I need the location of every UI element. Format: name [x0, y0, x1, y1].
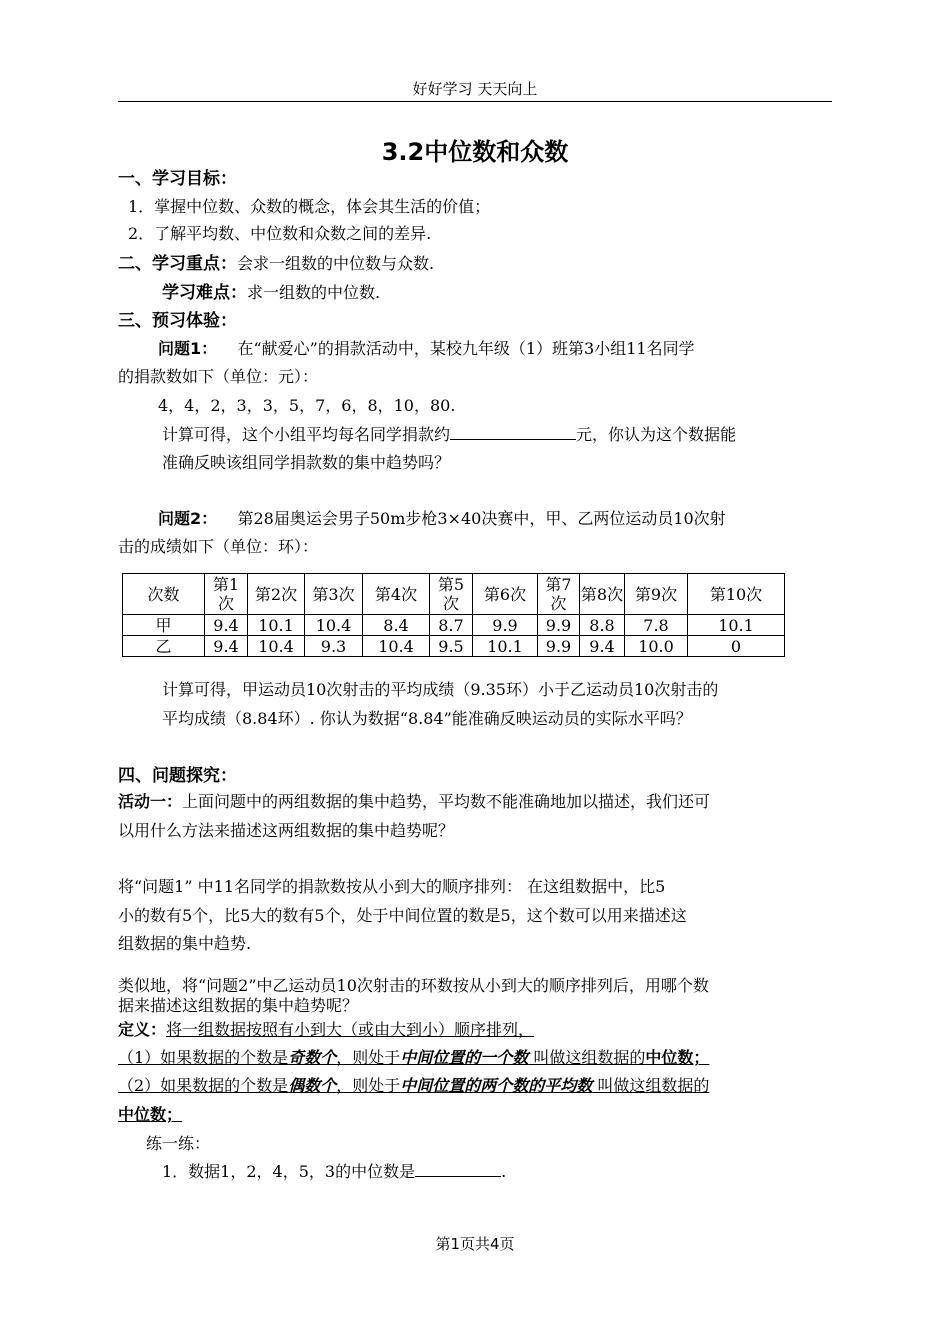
table-col-header: 第10次 [688, 574, 785, 615]
difficult-points-text: 求一组数的中位数. [247, 283, 381, 302]
activity1-line-2: 以用什么方法来描述这两组数据的集中趋势呢？ [118, 821, 455, 840]
para2-line-1: 类似地，将“问题2”中乙运动员10次射击的环数按从小到大的顺序排列后，用哪个数 [118, 976, 709, 995]
q2-label: 问题2： [158, 509, 218, 528]
table-row-name: 乙 [123, 636, 205, 657]
table-cell: 9.9 [473, 615, 538, 636]
definition-label: 定义： [118, 1020, 167, 1039]
q1-calc-text-a: 计算可得，这个小组平均每名同学捐款约 [162, 425, 451, 444]
definition-line [118, 1017, 534, 1040]
activity1-text: 上面问题中的两组数据的集中趋势，平均数不能准确地加以描述，我们还可 [182, 792, 711, 811]
key-points-text: 会求一组数的中位数与众数. [237, 254, 435, 273]
table-cell: 9.4 [205, 636, 248, 657]
table-col-header: 第8次 [580, 574, 625, 615]
practice-item-1-end: . [501, 1162, 507, 1181]
q1-calc-line-1 [162, 422, 736, 445]
difficult-points-label: 学习难点： [162, 283, 247, 303]
activity1-line-1 [118, 789, 710, 812]
key-points-line [118, 249, 434, 274]
table-cell: 9.5 [430, 636, 473, 657]
goal-item-2: 2．了解平均数、中位数和众数之间的差异. [128, 224, 432, 243]
table-cell: 10.4 [363, 636, 430, 657]
definition-even [118, 1073, 709, 1096]
table-col-header: 第2次 [248, 574, 305, 615]
q1-line-2: 的捐款数如下（单位：元）： [118, 367, 319, 386]
q1-calc-text-b: 元，你认为这个数据能 [576, 425, 737, 444]
page-title: 3.2中位数和众数 [381, 138, 569, 166]
definition-text: 将一组数据按照有小到大（或由大到小）顺序排列， [166, 1020, 535, 1039]
def-odd-c: ，则处于 [336, 1048, 401, 1067]
q1-calc-line-2: 准确反映该组同学捐款数的集中趋势吗？ [162, 453, 451, 472]
table-col-header: 第4次 [363, 574, 430, 615]
table-cell: 9.9 [538, 636, 580, 657]
def-even-middle: 中间位置的两个数的平均数 [400, 1076, 593, 1095]
def-even-a: （2）如果数据的个数是 [118, 1076, 289, 1095]
q1-line-1 [158, 336, 695, 359]
shooting-score-table [122, 573, 785, 657]
table-cell: 0 [688, 636, 785, 657]
table-cell: 8.8 [580, 615, 625, 636]
def-odd-emph: 奇数个 [288, 1048, 337, 1067]
difficult-points-line [162, 278, 380, 303]
table-header-row [123, 574, 785, 615]
section-goals-heading: 一、学习目标： [118, 169, 237, 189]
def-odd-middle: 中间位置的一个数 [400, 1048, 529, 1067]
section-preview-heading: 三、预习体验： [118, 311, 237, 331]
table-cell: 10.4 [248, 636, 305, 657]
table-cell: 8.7 [430, 615, 473, 636]
practice-item-1 [162, 1159, 506, 1182]
definition-even-term: 中位数； [118, 1105, 183, 1124]
table-cell: 7.8 [625, 615, 688, 636]
table-cell: 9.4 [205, 615, 248, 636]
practice-label: 练一练： [146, 1134, 211, 1153]
table-col-header: 第1次 [205, 574, 248, 615]
table-row-name: 甲 [123, 615, 205, 636]
q2-line-2: 击的成绩如下（单位：环）： [118, 537, 319, 556]
table-col-header: 第5次 [430, 574, 473, 615]
page-footer: 第1页共4页 [435, 1235, 515, 1253]
page-header: 好好学习 天天向上 [412, 80, 538, 98]
def-even-c: ，则处于 [336, 1076, 401, 1095]
table-cell: 10.1 [248, 615, 305, 636]
table-row [123, 636, 785, 657]
def-even-emph: 偶数个 [288, 1076, 337, 1095]
table-col-header: 第7次 [538, 574, 580, 615]
practice-item-1-text: 1．数据1，2，4，5，3的中位数是 [162, 1162, 416, 1181]
def-odd-e: 叫做这组数据的 [528, 1048, 646, 1067]
goal-item-1: 1．掌握中位数、众数的概念，体会其生活的价值； [128, 197, 491, 216]
def-even-e: 叫做这组数据的 [592, 1076, 710, 1095]
table-col-header: 第6次 [473, 574, 538, 615]
table-cell: 9.9 [538, 615, 580, 636]
q2-line-1 [158, 506, 726, 529]
q1-data: 4，4，2，3，3，5，7，6，8，10，80. [158, 396, 456, 415]
q1-answer-blank[interactable] [450, 425, 576, 440]
table-cell: 9.4 [580, 636, 625, 657]
section-explore-heading: 四、问题探究： [118, 766, 237, 786]
practice-answer-blank[interactable] [415, 1162, 501, 1177]
def-odd-term: 中位数； [645, 1048, 710, 1067]
table-cell: 10.1 [688, 615, 785, 636]
table-cell: 10.1 [473, 636, 538, 657]
definition-odd [118, 1045, 709, 1068]
table-header-label: 次数 [123, 574, 205, 615]
table-cell: 8.4 [363, 615, 430, 636]
q1-label: 问题1： [158, 339, 218, 358]
table-cell: 9.3 [305, 636, 363, 657]
table-cell: 10.4 [305, 615, 363, 636]
q2-calc-line-1: 计算可得，甲运动员10次射击的平均成绩（9.35环）小于乙运动员10次射击的 [162, 680, 719, 699]
table-col-header: 第3次 [305, 574, 363, 615]
para1-line-1: 将“问题1” 中11名同学的捐款数按从小到大的顺序排列： 在这组数据中，比5 [118, 877, 666, 896]
activity1-label: 活动一： [118, 792, 183, 811]
para1-line-2: 小的数有5个，比5大的数有5个，处于中间位置的数是5，这个数可以用来描述这 [118, 906, 687, 925]
def-odd-a: （1）如果数据的个数是 [118, 1048, 289, 1067]
header-rule [118, 101, 832, 102]
para1-line-3: 组数据的集中趋势. [118, 934, 252, 953]
table-col-header: 第9次 [625, 574, 688, 615]
q2-calc-line-2: 平均成绩（8.84环）. 你认为数据“8.84”能准确反映运动员的实际水平吗？ [162, 709, 692, 728]
para2-line-2: 据来描述这组数据的集中趋势呢？ [118, 996, 359, 1015]
table-row [123, 615, 785, 636]
q1-text-1: 在“献爱心”的捐款活动中，某校九年级（1）班第3小组11名同学 [237, 339, 695, 358]
q2-text-1: 第28届奥运会男子50m步枪3×40决赛中，甲、乙两位运动员10次射 [237, 509, 726, 528]
key-points-label: 二、学习重点： [118, 254, 237, 274]
table-cell: 10.0 [625, 636, 688, 657]
